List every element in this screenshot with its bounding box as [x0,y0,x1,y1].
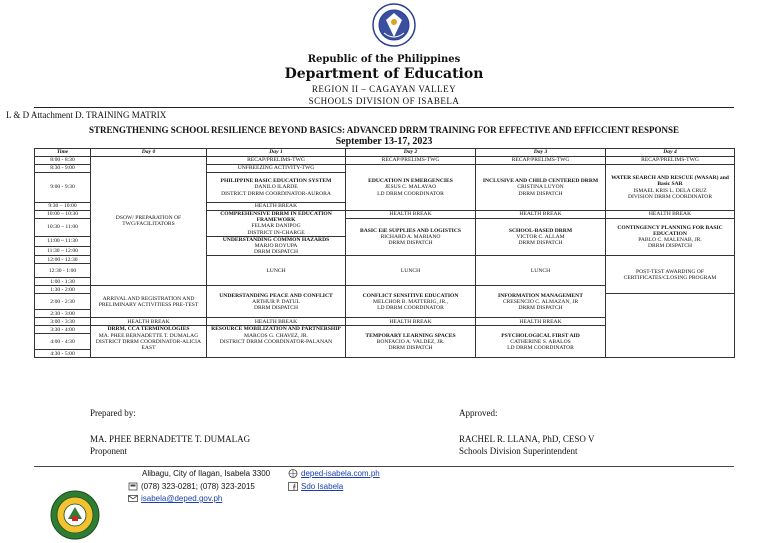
phone-icon [128,482,138,491]
time-cell: 12:00 - 12:30 [35,256,91,264]
time-cell: 4:30 - 5:00 [35,350,91,358]
time-cell: 2:00 - 2:30 [35,294,91,310]
footer-phone: (078) 323-0281; (078) 323-2015 [141,482,255,491]
day1-session-resource [207,326,346,358]
time-cell: 11:30 – 12:00 [35,246,91,256]
day3-break-cell: HEALTH BREAK [476,211,606,219]
session-title: BASIC EiE SUPPLIES AND LOGISTICS [359,227,462,234]
prepared-name: MA. PHEE BERNADETTE T. DUMALAG [90,434,251,444]
session-title: TEMPORARY LEARNING SPACES [365,332,456,339]
speaker-role: DRRM DISPATCH [253,249,299,256]
day3-lunch-cell: LUNCH [476,256,606,286]
footer-email-row [128,494,222,503]
day2-break-cell: HEALTH BREAK [346,211,476,219]
time-cell: 3:00 - 3:30 [35,318,91,326]
speaker-name: MELCHOR B. MATTERIG, JR., [372,298,449,305]
header-day4: Day 4 [606,149,735,157]
mail-icon [128,494,138,503]
speaker-name: FELMAR DANIPOG [251,223,301,230]
speaker-role: DRRM DISPATCH [388,345,433,352]
day4-session-wasar [606,165,735,211]
time-cell: 8:00 - 8:30 [35,157,91,165]
time-cell: 2:30 - 3:00 [35,310,91,318]
document-title: STRENGTHENING SCHOOL RESILIENCE BEYOND BASICS: ADVANCED DRRM TRAINING FOR EFFECTIVE AND EFFICCIENT RESPONSE [88,125,680,135]
time-cell: 11:00 – 11:30 [35,236,91,246]
time-cell: 10:00 – 10:30 [35,211,91,219]
session-title: SCHOOL-BASED DRRM [508,227,573,234]
time-cell: 12:30 - 1:00 [35,264,91,278]
speaker-name: JESUS C. MALAYAO [384,184,437,191]
speaker-role: LD DRRM COORDINATOR [507,345,574,352]
speaker-name: BONFACIO A. VALDEZ, JR. [376,338,445,345]
sdo-isabela-seal-logo [50,490,100,540]
speaker-role: DISTRICT DRRM COORDINATOR-PALANAN [219,338,333,345]
header-day3: Day 3 [476,149,606,157]
day3-pm-break-cell: HEALTH BREAK [476,318,606,326]
speaker-role: DRRM DISPATCH [647,243,693,250]
session-title: CONTINGENCY PLANNING FOR BASIC EDUCATION [617,224,723,237]
speaker-role: DISTRICT DRRM COORDINATOR-AURORA [221,190,331,197]
day0-session-terminologies [91,326,207,358]
speaker-role: DIVISION DRRM COORDINATOR [627,193,713,200]
day0-arrival-cell [91,286,207,318]
day1-pm-break-cell: HEALTH BREAK [207,318,346,326]
day0-break-cell: HEALTH BREAK [91,318,207,326]
training-matrix-table [34,148,735,358]
day0-morning-text: DSOW/ PREPARATION OF TWG/FACILITATORS [115,215,182,228]
day1-session-hazards [207,236,346,256]
prepared-role: Proponent [90,446,127,456]
speaker-name: MARCOS G. CHAVEZ, JR. [244,332,308,339]
speaker-role: DISTRICT DRRM COORDINATOR-ALICIA EAST [95,338,202,352]
speaker-role: DISTRICT IN-CHARGE [247,229,305,236]
day4-closing-cell [606,256,735,294]
time-cell: 1:00 - 1:30 [35,278,91,286]
day4-session-contingency [606,219,735,256]
speaker-name: RICHARD A. MARIANO [380,234,441,241]
header-day2: Day 2 [346,149,476,157]
time-cell: 9:30 – 10:00 [35,203,91,211]
session-title: RESOURCE MOBILIZATION AND PARTNERSHIP [211,326,341,333]
session-title: COMPREHENSIVE DRRM IN EDUCATION FRAMEWORK [220,211,332,224]
day1-unfreezing-cell: UNFREEZING ACTIVITY-TWG [207,165,346,173]
day3-session-infomgmt [476,286,606,318]
approved-name: RACHEL R. LLANA, PhD, CESO V [459,434,595,444]
speaker-role: DRRM DISPATCH [518,240,563,247]
day2-recap-cell: RECAP/PRELIMS-TWG [346,157,476,165]
deped-seal-logo [372,3,416,47]
speaker-name: VICTOR C. ALLAM [516,234,565,241]
day1-recap-cell: RECAP/PRELIMS-TWG [207,157,346,165]
day2-session-eie [346,165,476,211]
day4-closing-text: POST-TEST AWARDING OF CERTIFICATES/CLOSING PROGRAM [623,268,717,281]
footer-facebook-link[interactable]: Sdo Isabela [301,482,344,491]
speaker-role: DRRM DISPATCH [388,240,433,247]
day3-session-pfa [476,326,606,358]
speaker-name: MARJO ROYUPA [254,243,298,250]
speaker-name: CRISTINA LUYON [517,184,564,191]
day0-morning-cell [91,157,207,286]
header-time: Time [35,149,91,157]
day1-session-basic-ed [207,173,346,203]
footer-website-row [288,469,380,478]
header-divider [34,107,734,108]
speaker-name: MA. PHEE BERNADETTE T. DUMALAG [98,332,199,339]
day1-lunch-cell: LUNCH [207,256,346,286]
day3-session-inclusive [476,165,606,211]
day4-empty-cell [606,294,735,358]
day2-session-cse [346,286,476,318]
globe-icon [288,469,298,478]
speaker-name: PABLO C. MALENAB, JR. [638,237,702,244]
session-title: UNDERSTANDING PEACE AND CONFLICT [219,292,333,299]
day2-lunch-cell: LUNCH [346,256,476,286]
speaker-name: ARTHUR P. DATUL [252,298,300,305]
table-row [35,157,735,165]
speaker-role: DRRM DISPATCH [518,305,563,312]
republic-heading: Republic of the Philippines [307,54,461,65]
time-cell: 3:30 - 4:00 [35,326,91,334]
attachment-label: L & D Attachment D. TRAINING MATRIX [6,110,167,120]
prepared-by-label: Prepared by: [90,408,136,418]
facebook-icon [288,482,298,491]
speaker-name: DANILO ILARDE [254,184,298,191]
time-cell: 9:00 - 9:30 [35,173,91,203]
day1-session-cdrrm [207,211,346,237]
session-title: DRRM, CCA TERMINOLOGIES [107,326,190,333]
time-cell: 8:30 - 9:00 [35,165,91,173]
day2-pm-break-cell: HEALTH BREAK [346,318,476,326]
footer-phone-row [128,482,255,491]
footer-address: Alibagu, City of Ilagan, Isabela 3300 [142,469,271,478]
session-title: WATER SEARCH AND RESCUE (WASAR) and Basic SAR [611,175,729,188]
session-title: EDUCATION IN EMERGENCIES [368,178,453,185]
region-heading: REGION II – CAGAYAN VALLEY [311,84,457,94]
day2-session-logistics [346,219,476,256]
approved-label: Approved: [459,408,498,418]
department-heading: Department of Education [284,66,484,82]
session-title: INCLUSIVE AND CHILD CENTERED DRRM [482,178,599,185]
division-heading: SCHOOLS DIVISION OF ISABELA [308,96,460,106]
time-cell: 10:30 – 11:00 [35,219,91,237]
session-title: PSYCHOLOGICAL FIRST AID [501,332,580,339]
table-header-row [35,149,735,157]
day1-session-peace [207,286,346,318]
session-title: INFORMATION MANAGEMENT [498,292,583,299]
approved-role: Schools Division Superintendent [459,446,578,456]
time-cell: 1:30 - 2:00 [35,286,91,294]
time-cell: 4:00 - 4:30 [35,334,91,350]
day3-session-sbdrrm [476,219,606,256]
document-dates: September 13-17, 2023 [335,136,433,147]
session-title: UNDERSTANDING COMMON HAZARDS [222,236,330,243]
day4-recap-cell: RECAP/PRELIMS-TWG [606,157,735,165]
session-title: PHILIPPINE BASIC EDUCATION SYSTEM [220,178,332,185]
day3-recap-cell: RECAP/PRELIMS-TWG [476,157,606,165]
speaker-role: LD DRRM COORDINATOR [377,305,444,312]
footer-website-link[interactable]: deped-isabela.com.ph [301,469,380,478]
speaker-role: DRRM DISPATCH [253,305,299,312]
speaker-role: LD DRRM COORDINATOR [377,190,444,197]
footer-facebook-row [288,482,343,491]
speaker-name: CATHERINE S. ABALOS [510,338,571,345]
footer-email-link[interactable]: isabela@deped.gov.ph [141,494,223,503]
speaker-name: ISMAEL KRIS L. DELA CRUZ [633,187,707,194]
session-title: CONFLICT SENSITIVE EDUCATION [362,292,459,299]
footer-divider [34,466,734,467]
speaker-role: DRRM DISPATCH [518,190,563,197]
day2-session-tls [346,326,476,358]
speaker-name: CRESENCIO C. ALMAZAN, JR [502,298,579,305]
header-day1: Day 1 [207,149,346,157]
day4-break-cell: HEALTH BREAK [606,211,735,219]
day0-arrival-text: ARRIVAL AND REGISTRATION AND PRELIMINARY ACTIVITIESS PRE-TEST [98,295,199,308]
day1-break-cell: HEALTH BREAK [207,203,346,211]
header-day0: Day 0 [91,149,207,157]
